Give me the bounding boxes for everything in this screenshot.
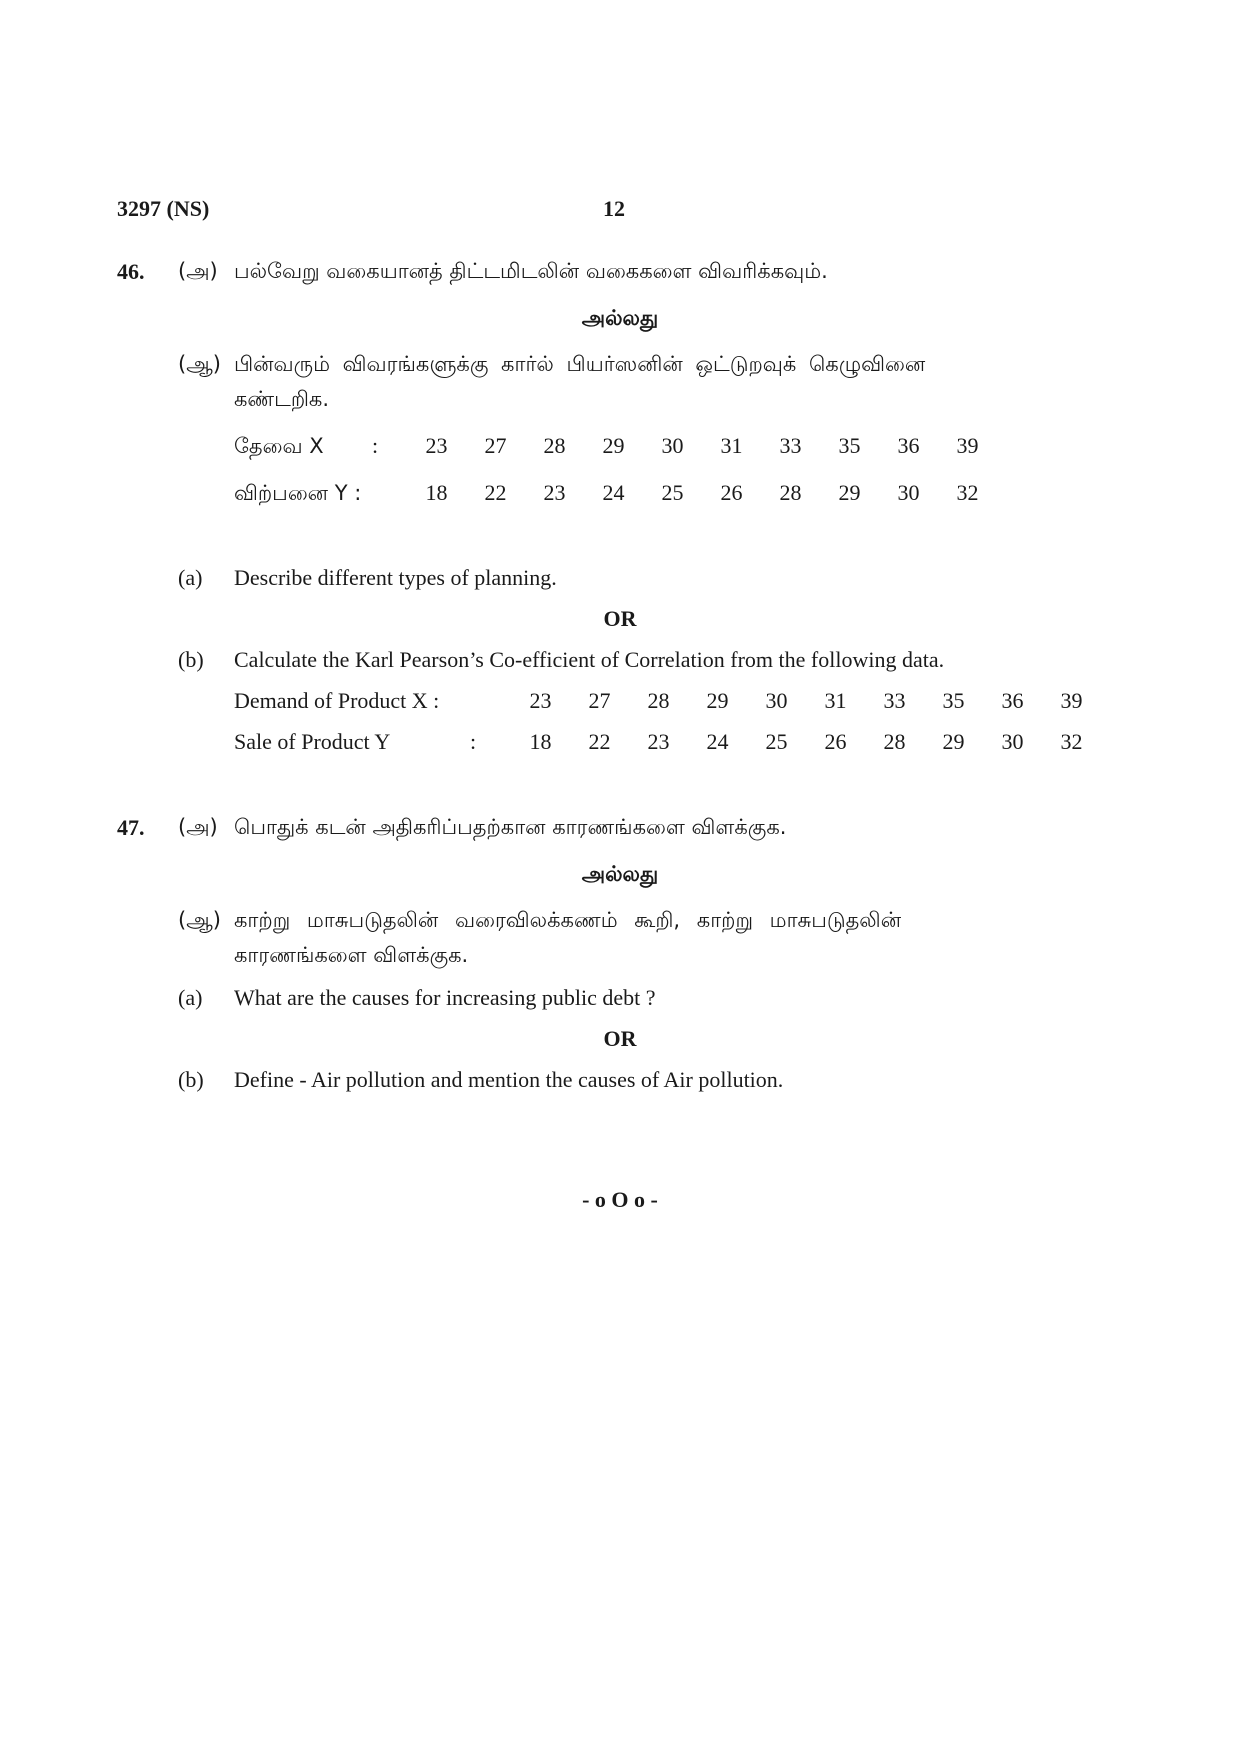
table-cell: 35 xyxy=(838,433,861,458)
table-cell: 25 xyxy=(661,480,684,505)
english-x-values xyxy=(511,688,1101,714)
tamil-option-b-text: காற்று மாசுபடுதலின் வரைவிலக்கணம் கூறி, காற்று மாசுபடுதலின் xyxy=(234,908,902,932)
tamil-y-values xyxy=(407,480,997,506)
end-of-paper-mark: - o O o - xyxy=(582,1187,658,1212)
english-or-divider: OR xyxy=(603,1026,637,1051)
table-cell: 29 xyxy=(706,688,729,713)
table-cell: 24 xyxy=(706,729,729,754)
table-cell: 39 xyxy=(1060,688,1083,713)
table-cell: 23 xyxy=(647,729,670,754)
table-cell: 18 xyxy=(529,729,552,754)
tamil-option-a-text: பல்வேறு வகையானத் திட்டமிடலின் வகைகளை விவரிக்கவும். xyxy=(234,259,828,283)
tamil-option-b-text-cont: காரணங்களை விளக்குக. xyxy=(234,943,469,967)
table-cell: 28 xyxy=(543,433,566,458)
table-cell: 18 xyxy=(425,480,448,505)
tamil-or-divider: அல்லது xyxy=(581,862,659,886)
option-marker: (அ) xyxy=(178,815,218,839)
table-cell: 29 xyxy=(942,729,965,754)
table-row xyxy=(234,480,361,508)
table-cell: 33 xyxy=(883,688,906,713)
english-y-values xyxy=(511,729,1101,755)
tamil-option-b-text-cont: கண்டறிக. xyxy=(234,387,330,411)
table-cell: 30 xyxy=(1001,729,1024,754)
tamil-option-b-text: பின்வரும் விவரங்களுக்கு கார்ல் பியர்ஸனின் ஒட்டுறவுக் கெழுவினை xyxy=(234,352,926,376)
table-cell: 28 xyxy=(647,688,670,713)
question-number: 46. xyxy=(117,259,145,284)
table-cell: 28 xyxy=(779,480,802,505)
tamil-option-a-text: பொதுக் கடன் அதிகரிப்பதற்கான காரணங்களை விளக்குக. xyxy=(234,815,787,839)
english-option-b-text: Define - Air pollution and mention the causes of Air pollution. xyxy=(234,1067,784,1092)
paper-code: 3297 (NS) xyxy=(117,196,210,221)
table-cell: 30 xyxy=(765,688,788,713)
option-marker: (ஆ) xyxy=(178,908,221,932)
table-cell: 28 xyxy=(883,729,906,754)
row-label: Demand of Product X : xyxy=(234,688,440,713)
row-label: Sale of Product Y xyxy=(234,729,391,754)
table-cell: 32 xyxy=(956,480,979,505)
table-cell: 29 xyxy=(838,480,861,505)
option-marker: (b) xyxy=(178,1067,204,1092)
table-row xyxy=(234,433,324,461)
table-cell: 23 xyxy=(529,688,552,713)
table-cell: 31 xyxy=(824,688,847,713)
table-cell: 26 xyxy=(720,480,743,505)
table-cell: 30 xyxy=(661,433,684,458)
row-label: விற்பனை Y : xyxy=(234,481,362,505)
english-or-divider: OR xyxy=(603,606,637,631)
row-label: தேவை X xyxy=(234,434,324,458)
table-cell: 32 xyxy=(1060,729,1083,754)
table-cell: 27 xyxy=(484,433,507,458)
table-cell: 23 xyxy=(425,433,448,458)
page-number: 12 xyxy=(603,196,625,221)
table-cell: 36 xyxy=(897,433,920,458)
table-cell: 31 xyxy=(720,433,743,458)
table-cell: 33 xyxy=(779,433,802,458)
table-cell: 22 xyxy=(588,729,611,754)
row-colon: : xyxy=(470,729,477,754)
english-option-a-text: Describe different types of planning. xyxy=(234,565,557,590)
tamil-or-divider: அல்லது xyxy=(581,306,659,330)
table-cell: 24 xyxy=(602,480,625,505)
english-option-a-text: What are the causes for increasing public debt ? xyxy=(234,985,656,1010)
english-option-b-text: Calculate the Karl Pearson’s Co-efficient of Correlation from the following data. xyxy=(234,647,945,672)
option-marker: (b) xyxy=(178,647,204,672)
table-cell: 23 xyxy=(543,480,566,505)
table-cell: 25 xyxy=(765,729,788,754)
table-cell: 27 xyxy=(588,688,611,713)
table-cell: 30 xyxy=(897,480,920,505)
row-colon: : xyxy=(372,433,379,458)
option-marker: (அ) xyxy=(178,259,218,283)
option-marker: (a) xyxy=(178,565,203,590)
table-cell: 29 xyxy=(602,433,625,458)
table-cell: 36 xyxy=(1001,688,1024,713)
table-cell: 22 xyxy=(484,480,507,505)
question-number: 47. xyxy=(117,815,145,840)
tamil-x-values xyxy=(407,433,997,459)
option-marker: (ஆ) xyxy=(178,352,221,376)
table-cell: 35 xyxy=(942,688,965,713)
table-cell: 39 xyxy=(956,433,979,458)
option-marker: (a) xyxy=(178,985,203,1010)
table-cell: 26 xyxy=(824,729,847,754)
